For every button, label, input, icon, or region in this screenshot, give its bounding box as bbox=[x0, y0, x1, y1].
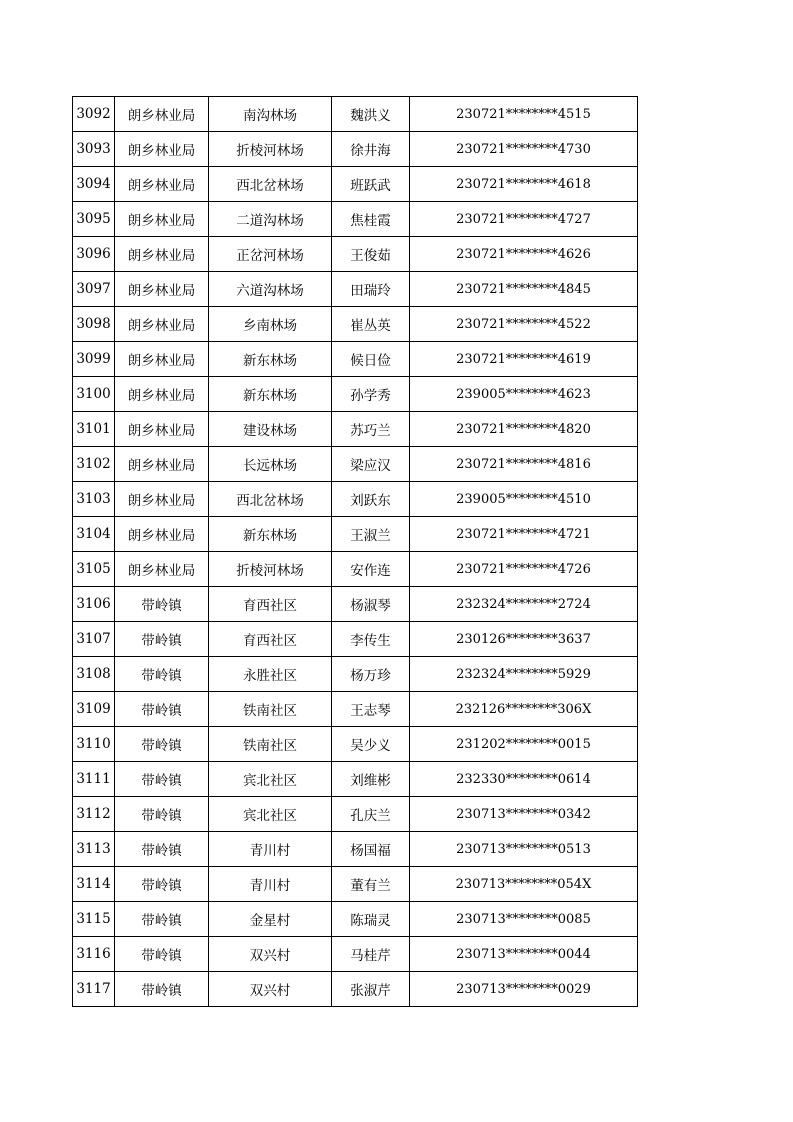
table-row bbox=[73, 727, 638, 762]
location-cell: 双兴村 bbox=[209, 937, 332, 972]
row-number-cell: 3104 bbox=[73, 517, 115, 552]
location-cell: 永胜社区 bbox=[209, 657, 332, 692]
row-number-cell: 3095 bbox=[73, 202, 115, 237]
row-number-cell: 3092 bbox=[73, 97, 115, 132]
row-number-cell: 3112 bbox=[73, 797, 115, 832]
unit-cell: 朗乡林业局 bbox=[115, 167, 209, 202]
location-cell: 折棱河林场 bbox=[209, 552, 332, 587]
location-cell: 南沟林场 bbox=[209, 97, 332, 132]
unit-cell: 带岭镇 bbox=[115, 692, 209, 727]
row-number-cell: 3094 bbox=[73, 167, 115, 202]
id-number-cell: 232330********0614 bbox=[410, 762, 638, 797]
person-name-cell: 张淑芹 bbox=[332, 972, 410, 1007]
location-cell: 宾北社区 bbox=[209, 797, 332, 832]
person-name-cell: 田瑞玲 bbox=[332, 272, 410, 307]
person-name-cell: 杨国福 bbox=[332, 832, 410, 867]
row-number-cell: 3105 bbox=[73, 552, 115, 587]
row-number-cell: 3109 bbox=[73, 692, 115, 727]
id-number-cell: 230713********0342 bbox=[410, 797, 638, 832]
location-cell: 西北岔林场 bbox=[209, 482, 332, 517]
id-number-cell: 230721********4515 bbox=[410, 97, 638, 132]
person-name-cell: 孔庆兰 bbox=[332, 797, 410, 832]
table-row bbox=[73, 412, 638, 447]
row-number-cell: 3117 bbox=[73, 972, 115, 1007]
id-number-cell: 230713********0513 bbox=[410, 832, 638, 867]
unit-cell: 朗乡林业局 bbox=[115, 272, 209, 307]
location-cell: 青川村 bbox=[209, 832, 332, 867]
location-cell: 铁南社区 bbox=[209, 727, 332, 762]
id-number-cell: 230721********4820 bbox=[410, 412, 638, 447]
person-name-cell: 焦桂霞 bbox=[332, 202, 410, 237]
id-number-cell: 232324********5929 bbox=[410, 657, 638, 692]
unit-cell: 带岭镇 bbox=[115, 587, 209, 622]
table-row bbox=[73, 307, 638, 342]
location-cell: 西北岔林场 bbox=[209, 167, 332, 202]
row-number-cell: 3108 bbox=[73, 657, 115, 692]
row-number-cell: 3100 bbox=[73, 377, 115, 412]
table-row bbox=[73, 377, 638, 412]
id-number-cell: 230721********4727 bbox=[410, 202, 638, 237]
unit-cell: 朗乡林业局 bbox=[115, 447, 209, 482]
unit-cell: 带岭镇 bbox=[115, 972, 209, 1007]
person-name-cell: 刘跃东 bbox=[332, 482, 410, 517]
unit-cell: 朗乡林业局 bbox=[115, 307, 209, 342]
person-name-cell: 孙学秀 bbox=[332, 377, 410, 412]
person-name-cell: 崔丛英 bbox=[332, 307, 410, 342]
location-cell: 乡南林场 bbox=[209, 307, 332, 342]
row-number-cell: 3110 bbox=[73, 727, 115, 762]
unit-cell: 朗乡林业局 bbox=[115, 202, 209, 237]
id-number-cell: 230721********4730 bbox=[410, 132, 638, 167]
person-name-cell: 杨万珍 bbox=[332, 657, 410, 692]
location-cell: 育西社区 bbox=[209, 587, 332, 622]
row-number-cell: 3096 bbox=[73, 237, 115, 272]
location-cell: 青川村 bbox=[209, 867, 332, 902]
id-number-cell: 230721********4618 bbox=[410, 167, 638, 202]
table-row bbox=[73, 692, 638, 727]
id-number-cell: 239005********4623 bbox=[410, 377, 638, 412]
row-number-cell: 3107 bbox=[73, 622, 115, 657]
id-number-cell: 231202********0015 bbox=[410, 727, 638, 762]
row-number-cell: 3106 bbox=[73, 587, 115, 622]
row-number-cell: 3116 bbox=[73, 937, 115, 972]
id-number-cell: 239005********4510 bbox=[410, 482, 638, 517]
id-number-cell: 230713********0085 bbox=[410, 902, 638, 937]
id-number-cell: 230721********4721 bbox=[410, 517, 638, 552]
unit-cell: 朗乡林业局 bbox=[115, 342, 209, 377]
location-cell: 宾北社区 bbox=[209, 762, 332, 797]
row-number-cell: 3101 bbox=[73, 412, 115, 447]
unit-cell: 朗乡林业局 bbox=[115, 237, 209, 272]
row-number-cell: 3099 bbox=[73, 342, 115, 377]
id-number-cell: 230721********4816 bbox=[410, 447, 638, 482]
unit-cell: 带岭镇 bbox=[115, 797, 209, 832]
location-cell: 折棱河林场 bbox=[209, 132, 332, 167]
row-number-cell: 3103 bbox=[73, 482, 115, 517]
person-name-cell: 候日俭 bbox=[332, 342, 410, 377]
table-row bbox=[73, 517, 638, 552]
id-number-cell: 230713********0044 bbox=[410, 937, 638, 972]
person-name-cell: 吴少义 bbox=[332, 727, 410, 762]
table-row bbox=[73, 202, 638, 237]
person-name-cell: 李传生 bbox=[332, 622, 410, 657]
unit-cell: 带岭镇 bbox=[115, 622, 209, 657]
id-number-cell: 230721********4845 bbox=[410, 272, 638, 307]
id-number-cell: 230713********054X bbox=[410, 867, 638, 902]
id-number-cell: 230713********0029 bbox=[410, 972, 638, 1007]
location-cell: 新东林场 bbox=[209, 517, 332, 552]
id-number-cell: 230721********4619 bbox=[410, 342, 638, 377]
id-number-cell: 230721********4522 bbox=[410, 307, 638, 342]
unit-cell: 朗乡林业局 bbox=[115, 97, 209, 132]
table-row bbox=[73, 622, 638, 657]
unit-cell: 朗乡林业局 bbox=[115, 482, 209, 517]
person-name-cell: 梁应汉 bbox=[332, 447, 410, 482]
unit-cell: 带岭镇 bbox=[115, 657, 209, 692]
table-row bbox=[73, 937, 638, 972]
person-name-cell: 王淑兰 bbox=[332, 517, 410, 552]
table-row bbox=[73, 167, 638, 202]
person-name-cell: 王俊茹 bbox=[332, 237, 410, 272]
unit-cell: 朗乡林业局 bbox=[115, 132, 209, 167]
person-name-cell: 马桂芹 bbox=[332, 937, 410, 972]
location-cell: 新东林场 bbox=[209, 377, 332, 412]
location-cell: 六道沟林场 bbox=[209, 272, 332, 307]
id-number-cell: 230126********3637 bbox=[410, 622, 638, 657]
unit-cell: 带岭镇 bbox=[115, 902, 209, 937]
table-row bbox=[73, 97, 638, 132]
person-name-cell: 杨淑琴 bbox=[332, 587, 410, 622]
table-row bbox=[73, 237, 638, 272]
table-row bbox=[73, 762, 638, 797]
person-name-cell: 苏巧兰 bbox=[332, 412, 410, 447]
id-number-cell: 232126********306X bbox=[410, 692, 638, 727]
table-row bbox=[73, 972, 638, 1007]
person-name-cell: 徐井海 bbox=[332, 132, 410, 167]
row-number-cell: 3115 bbox=[73, 902, 115, 937]
id-number-cell: 230721********4626 bbox=[410, 237, 638, 272]
person-name-cell: 刘维彬 bbox=[332, 762, 410, 797]
location-cell: 育西社区 bbox=[209, 622, 332, 657]
table-row bbox=[73, 447, 638, 482]
unit-cell: 带岭镇 bbox=[115, 727, 209, 762]
table-row bbox=[73, 482, 638, 517]
unit-cell: 朗乡林业局 bbox=[115, 517, 209, 552]
table-row bbox=[73, 342, 638, 377]
location-cell: 二道沟林场 bbox=[209, 202, 332, 237]
unit-cell: 朗乡林业局 bbox=[115, 552, 209, 587]
person-name-cell: 安作连 bbox=[332, 552, 410, 587]
unit-cell: 带岭镇 bbox=[115, 762, 209, 797]
location-cell: 铁南社区 bbox=[209, 692, 332, 727]
location-cell: 建设林场 bbox=[209, 412, 332, 447]
unit-cell: 带岭镇 bbox=[115, 937, 209, 972]
location-cell: 长远林场 bbox=[209, 447, 332, 482]
row-number-cell: 3097 bbox=[73, 272, 115, 307]
table-row bbox=[73, 797, 638, 832]
person-name-cell: 王志琴 bbox=[332, 692, 410, 727]
row-number-cell: 3093 bbox=[73, 132, 115, 167]
id-number-cell: 232324********2724 bbox=[410, 587, 638, 622]
unit-cell: 带岭镇 bbox=[115, 867, 209, 902]
person-name-cell: 董有兰 bbox=[332, 867, 410, 902]
table-row bbox=[73, 867, 638, 902]
row-number-cell: 3098 bbox=[73, 307, 115, 342]
table-row bbox=[73, 832, 638, 867]
unit-cell: 带岭镇 bbox=[115, 832, 209, 867]
table-row bbox=[73, 272, 638, 307]
person-name-cell: 班跃武 bbox=[332, 167, 410, 202]
row-number-cell: 3113 bbox=[73, 832, 115, 867]
location-cell: 正岔河林场 bbox=[209, 237, 332, 272]
id-number-cell: 230721********4726 bbox=[410, 552, 638, 587]
unit-cell: 朗乡林业局 bbox=[115, 377, 209, 412]
table-row bbox=[73, 132, 638, 167]
location-cell: 新东林场 bbox=[209, 342, 332, 377]
row-number-cell: 3102 bbox=[73, 447, 115, 482]
table-row bbox=[73, 552, 638, 587]
row-number-cell: 3111 bbox=[73, 762, 115, 797]
records-table-body bbox=[73, 97, 638, 1007]
table-row bbox=[73, 657, 638, 692]
unit-cell: 朗乡林业局 bbox=[115, 412, 209, 447]
location-cell: 双兴村 bbox=[209, 972, 332, 1007]
person-name-cell: 陈瑞灵 bbox=[332, 902, 410, 937]
table-row bbox=[73, 587, 638, 622]
person-name-cell: 魏洪义 bbox=[332, 97, 410, 132]
table-row bbox=[73, 902, 638, 937]
row-number-cell: 3114 bbox=[73, 867, 115, 902]
location-cell: 金星村 bbox=[209, 902, 332, 937]
records-table bbox=[72, 96, 638, 1007]
